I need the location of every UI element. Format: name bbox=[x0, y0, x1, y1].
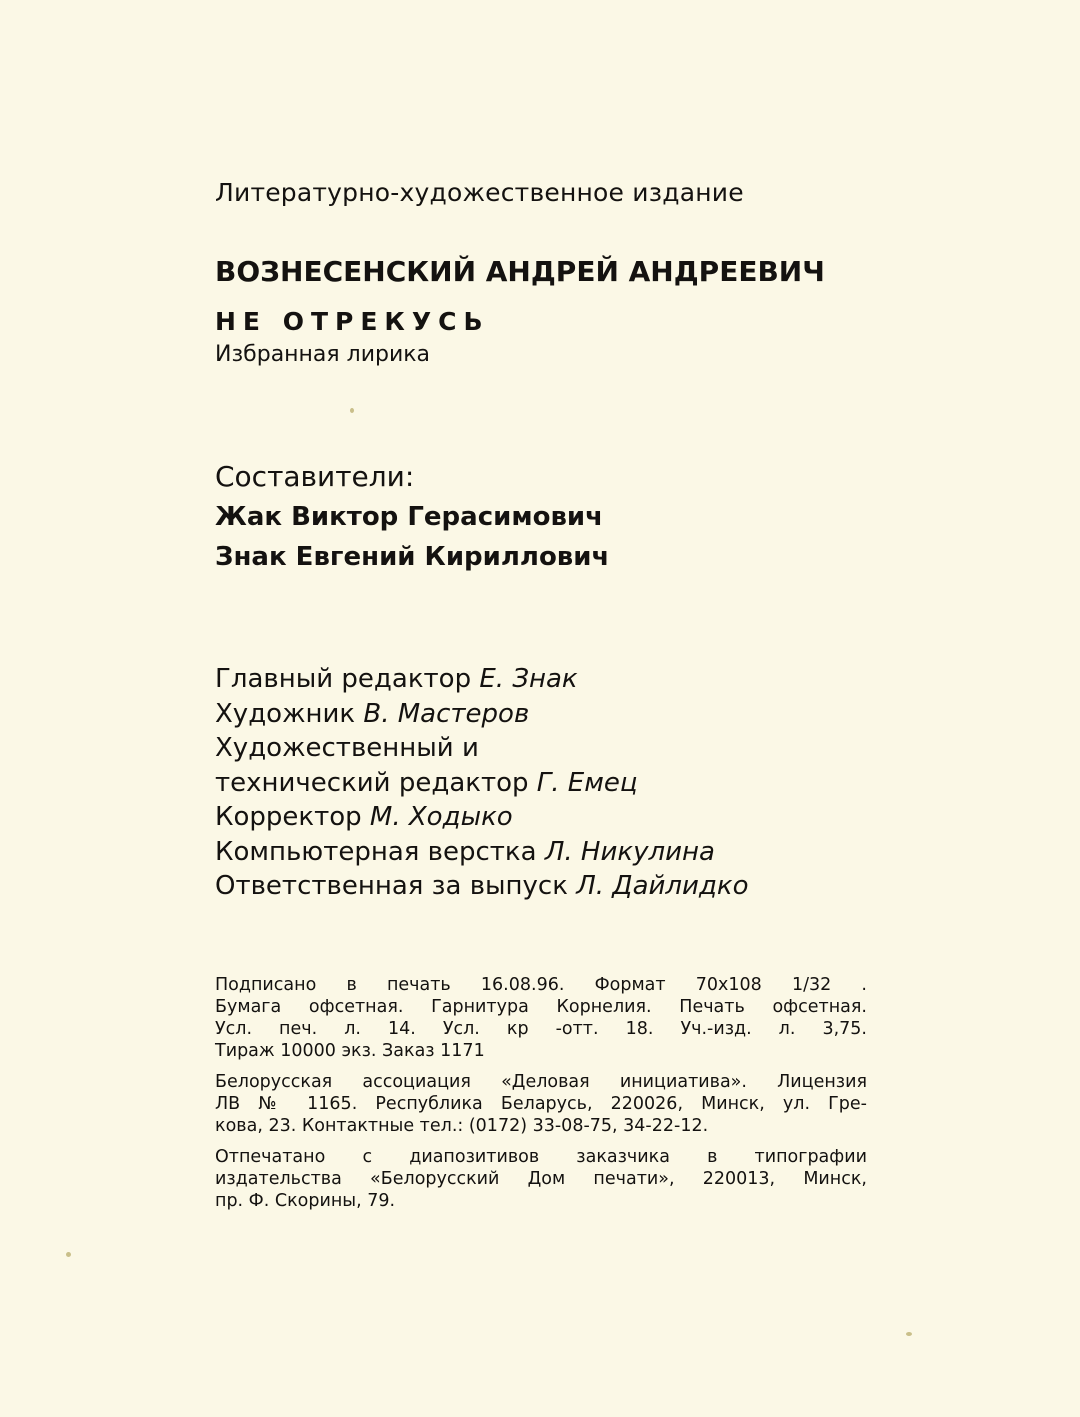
imprint-line: Усл. печ. л. 14. Усл. кр -отт. 18. Уч.-изд. л. 3,75. bbox=[215, 1019, 867, 1039]
credit-role: Главный редактор bbox=[215, 664, 472, 694]
credit-role: Художественный и bbox=[215, 733, 479, 763]
credit-name: Л. Дайлидко bbox=[576, 871, 749, 901]
credit-row bbox=[215, 800, 749, 835]
credit-row bbox=[215, 697, 749, 732]
credit-name: Г. Емец bbox=[536, 767, 638, 798]
imprint-line: Бумага офсетная. Гарнитура Корнелия. Печать офсетная. bbox=[215, 997, 867, 1017]
printer-info bbox=[215, 1146, 867, 1212]
credit-row bbox=[215, 835, 749, 870]
credit-role: Ответственная за выпуск bbox=[215, 871, 568, 901]
compiler-name: Знак Евгений Кириллович bbox=[215, 542, 610, 572]
print-info bbox=[215, 974, 867, 1062]
credit-name: Л. Никулина bbox=[544, 836, 715, 867]
credit-role: Компьютерная верстка bbox=[215, 836, 545, 867]
imprint-line: Отпечатано с диапозитивов заказчика в типографии bbox=[215, 1147, 867, 1167]
imprint-line: Белорусская ассоциация «Деловая инициатива». Лицензия bbox=[215, 1072, 867, 1092]
credits-list bbox=[215, 662, 749, 904]
credit-role: Корректор bbox=[215, 802, 362, 832]
book-title: НЕ ОТРЕКУСЬ bbox=[215, 307, 490, 336]
paper-speck bbox=[906, 1332, 912, 1336]
compilers-label: Составители: bbox=[215, 460, 415, 493]
imprint-line: издательства «Белорусский Дом печати», 220013, Минск, bbox=[215, 1169, 867, 1189]
credit-row bbox=[215, 766, 749, 801]
credit-row bbox=[215, 662, 749, 697]
credit-role: Художник bbox=[215, 698, 356, 729]
author-name: ВОЗНЕСЕНСКИЙ АНДРЕЙ АНДРЕЕВИЧ bbox=[215, 255, 825, 288]
imprint-line: пр. Ф. Скорины, 79. bbox=[215, 1191, 396, 1211]
paper-speck bbox=[66, 1252, 71, 1257]
credit-name: М. Ходыко bbox=[369, 802, 513, 832]
paper-speck bbox=[350, 408, 354, 413]
publisher-info bbox=[215, 1071, 867, 1137]
compiler-name: Жак Виктор Герасимович bbox=[215, 502, 603, 532]
credit-name: Е. Знак bbox=[479, 664, 578, 694]
credit-name: В. Мастеров bbox=[363, 698, 530, 729]
book-subtitle: Избранная лирика bbox=[215, 342, 431, 367]
credit-role: технический редактор bbox=[215, 767, 529, 798]
edition-type: Литературно-художественное издание bbox=[215, 178, 744, 207]
credit-row bbox=[215, 731, 749, 766]
imprint-line: Тираж 10000 экз. Заказ 1171 bbox=[215, 1041, 485, 1061]
imprint-line: кова, 23. Контактные тел.: (0172) 33-08-75, 34-22-12. bbox=[215, 1116, 709, 1136]
credit-row bbox=[215, 869, 749, 904]
imprint-block bbox=[215, 974, 867, 1221]
imprint-line: Подписано в печать 16.08.96. Формат 70х108 1/32 . bbox=[215, 975, 867, 995]
imprint-line: ЛВ № 1165. Республика Беларусь, 220026, Минск, ул. Гре- bbox=[215, 1094, 867, 1114]
